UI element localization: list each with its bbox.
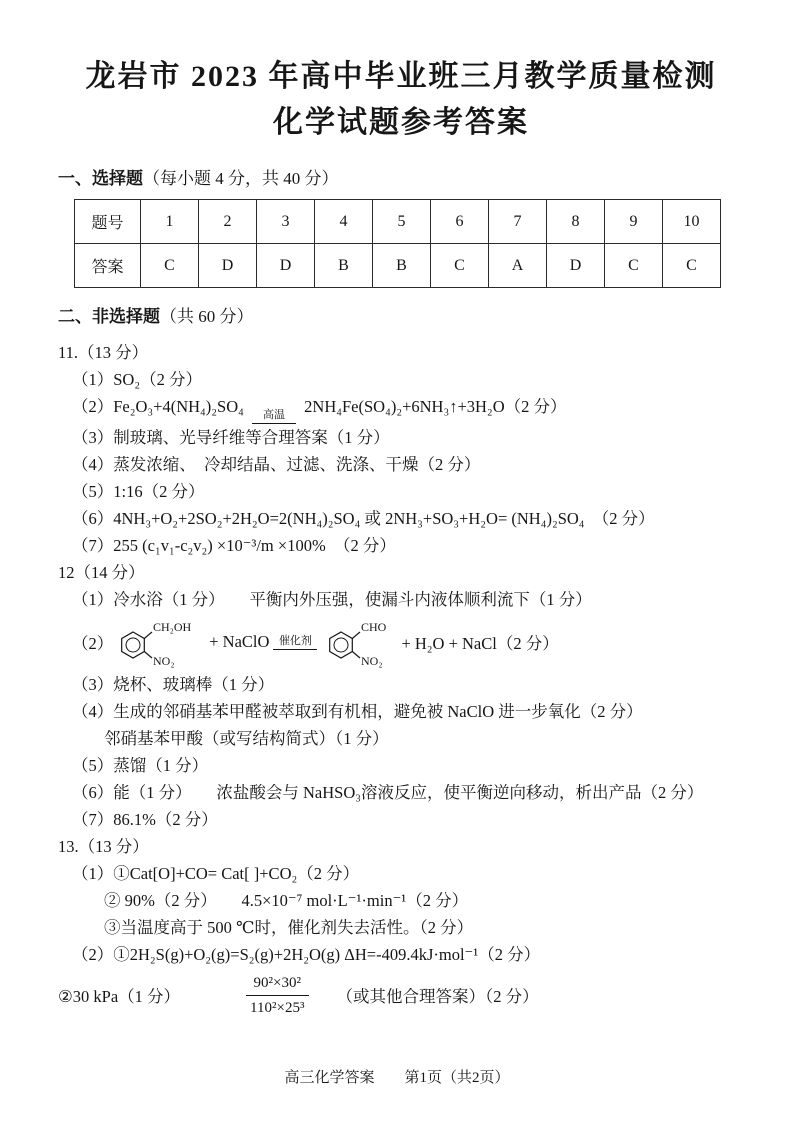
answer-cell: D: [257, 244, 315, 288]
section2-heading-bold: 二、非选择题: [58, 307, 160, 326]
aromatic-circle: [126, 638, 140, 652]
answer-cell: D: [547, 244, 605, 288]
q13-answer-2-2: [58, 968, 744, 1022]
substituent-label-bottom: NO₂: [361, 654, 383, 669]
question-number-cell: 9: [605, 200, 663, 244]
answer-cell: C: [141, 244, 199, 288]
free-response-answers: [58, 339, 744, 1022]
q11-answer-2: [58, 393, 744, 424]
reaction-condition-arrow: [273, 635, 317, 650]
question-number-cell: 8: [547, 200, 605, 244]
aromatic-circle: [334, 638, 348, 652]
q12-answer-2-reaction: [58, 613, 744, 671]
question-number-cell: 4: [315, 200, 373, 244]
row-header-question: 题号: [75, 200, 141, 244]
q12-products: + H₂O + NaCl（2 分）: [401, 634, 559, 654]
question-number-cell: 1: [141, 200, 199, 244]
q11-answer-4: （4）蒸发浓缩、 冷却结晶、过滤、洗涤、干燥（2 分）: [72, 455, 481, 475]
section2-heading-rest: （共 60 分）: [160, 307, 254, 326]
row-header-answer: 答案: [75, 244, 141, 288]
q13-answer-1-2: ② 90%（2 分） 4.5×10⁻⁷ mol·L⁻¹·min⁻¹（2 分）: [104, 891, 469, 911]
section1-heading-rest: （每小题 4 分，共 40 分）: [143, 169, 339, 188]
q13-heading: 13.（13 分）: [58, 837, 149, 857]
answer-cell: D: [199, 244, 257, 288]
question-number-cell: 2: [199, 200, 257, 244]
reaction-condition-arrow: [252, 409, 296, 424]
substituent-label-top: CHO: [361, 620, 387, 635]
question-number-cell: 3: [257, 200, 315, 244]
q12-answer-6: （6）能（1 分） 浓盐酸会与 NaHSO₃溶液反应，使平衡逆向移动，析出产品（2 分）: [72, 783, 704, 803]
benzene-hexagon: [122, 632, 145, 658]
answer-cell: C: [663, 244, 721, 288]
q11-answer-1: （1）SO₂（2 分）: [72, 370, 202, 389]
q13-answer-1-3: ③当温度高于 500 ℃时，催化剂失去活性。（2 分）: [104, 918, 474, 938]
fraction-numerator: 90²×30²: [246, 973, 309, 996]
answer-cell: B: [373, 244, 431, 288]
q12-answer-1: （1）冷水浴（1 分） 平衡内外压强，使漏斗内液体顺利流下（1 分）: [72, 590, 592, 610]
answer-cell: A: [489, 244, 547, 288]
section2-heading: [58, 302, 744, 327]
kp-fraction: [242, 973, 312, 1018]
answer-cell: C: [605, 244, 663, 288]
q12-answer-5: （5）蒸馏（1 分）: [72, 756, 209, 776]
condition-label: 高温: [263, 409, 286, 421]
q12-answer-4: （4）生成的邻硝基苯甲醛被萃取到有机相，避免被 NaClO 进一步氧化（2 分）: [72, 702, 643, 722]
q11-answer-6: （6）4NH₃+O₂+2SO₂+2H₂O=2(NH₄)₂SO₄ 或 2NH₃+SO₃+H₂O= (NH₄)₂SO₄ （2 分）: [72, 509, 655, 529]
q11-heading: 11.（13 分）: [58, 343, 149, 362]
q12-heading: 12（14 分）: [58, 563, 145, 583]
q13-pressure-answer: ②30 kPa（1 分）: [58, 987, 181, 1007]
benzene-ring-structure-product: [323, 614, 399, 670]
answer-cell: C: [431, 244, 489, 288]
catalyst-label: 催化剂: [278, 634, 312, 647]
benzene-hexagon: [330, 632, 353, 658]
question-number-cell: 10: [663, 200, 721, 244]
section1-heading-bold: 一、选择题: [58, 169, 143, 188]
q12-answer-7: （7）86.1%（2 分）: [72, 810, 218, 830]
fraction-denominator: 110²×25³: [250, 999, 305, 1016]
bond-line: [145, 632, 153, 639]
q11-equation-left: （2）Fe₂O₃+4(NH₄)₂SO₄: [72, 397, 244, 416]
document-title-line2: 化学试题参考答案: [273, 106, 529, 139]
section1-heading: [58, 164, 744, 189]
bond-line: [353, 632, 361, 639]
q12-answer-3: （3）烧杯、玻璃棒（1 分）: [72, 675, 275, 695]
question-number-cell: 6: [431, 200, 489, 244]
question-number-cell: 7: [489, 200, 547, 244]
arrow-line: [273, 649, 317, 650]
q12-reagent: + NaClO: [209, 632, 270, 652]
q11-equation-right: 2NH₄Fe(SO₄)₂+6NH₃↑+3H₂O（2 分）: [304, 397, 567, 416]
q13-answer-1-1: （1）①Cat[O]+CO= Cat[ ]+CO₂（2 分）: [72, 864, 360, 884]
answer-row: [75, 244, 721, 288]
document-title-line1: 龙岩市 2023 年高中毕业班三月教学质量检测: [85, 60, 717, 93]
page-footer: 高三化学答案 第1页（共2页）: [284, 1070, 510, 1086]
answer-cell: B: [315, 244, 373, 288]
q11-answer-3: （3）制玻璃、光导纤维等合理答案（1 分）: [72, 428, 390, 448]
q12-item-number: （2）: [72, 634, 114, 654]
choice-answers-table: [74, 199, 721, 288]
benzene-ring-structure-reactant: [115, 614, 207, 670]
q11-answer-5: （5）1:16（2 分）: [72, 482, 205, 502]
substituent-label-bottom: NO₂: [153, 654, 175, 669]
question-number-cell: 5: [373, 200, 431, 244]
bond-line: [145, 652, 153, 659]
q13-answer-2-1: （2）①2H₂S(g)+O₂(g)=S₂(g)+2H₂O(g) ΔH=-409.4kJ·mol⁻¹（2 分）: [72, 945, 541, 965]
bond-line: [353, 652, 361, 659]
q13-fraction-note: （或其他合理答案）（2 分）: [336, 987, 539, 1007]
q11-answer-7: （7）255 (c₁v₁-c₂v₂) ×10⁻³/m ×100% （2 分）: [72, 536, 396, 556]
question-number-row: [75, 200, 721, 244]
q12-answer-4b: 邻硝基苯甲酸（或写结构简式）（1 分）: [104, 729, 389, 749]
substituent-label-top: CH₂OH: [153, 620, 192, 635]
